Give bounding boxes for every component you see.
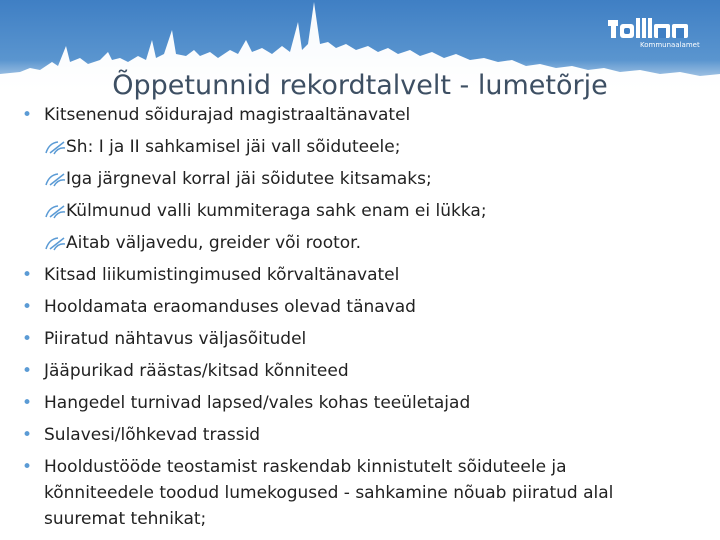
- logo-subtitle: Kommunaalamet: [640, 41, 700, 49]
- bullet-dot-icon: •: [22, 393, 33, 413]
- bullet-dot-icon: •: [22, 105, 33, 125]
- bullet-dot-icon: •: [22, 361, 33, 381]
- slide-title: Õppetunnid rekordtalvelt - lumetõrje: [112, 70, 608, 101]
- bullet-text: Hangedel turnivad lapsed/vales kohas teeületajad: [44, 393, 471, 413]
- sub-bullet-item: [0, 166, 720, 196]
- bullet-item: [0, 422, 720, 452]
- bullet-dot-icon: •: [22, 265, 33, 285]
- bullet-item: [0, 358, 720, 388]
- bullet-continuation: suuremat tehnikat;: [44, 509, 207, 529]
- bullet-text: Kitsad liikumistingimused kõrvaltänavatel: [44, 265, 400, 285]
- sub-bullet-item: [0, 230, 720, 260]
- bullet-item: [0, 326, 720, 356]
- bullet-text: Hooldamata eraomanduses olevad tänavad: [44, 297, 416, 317]
- bullet-item: [0, 390, 720, 420]
- sub-bullet-item: [0, 134, 720, 164]
- sub-bullet-text: Aitab väljavedu, greider või rootor.: [66, 233, 362, 253]
- bullet-text: Jääpurikad räästas/kitsad kõnniteed: [44, 361, 349, 381]
- arrow-bullet-icon: [44, 139, 66, 155]
- bullet-dot-icon: •: [22, 425, 33, 445]
- arrow-bullet-icon: [44, 171, 66, 187]
- sub-bullet-text: Külmunud valli kummiteraga sahk enam ei lükka;: [66, 201, 487, 221]
- sub-bullet-text: Iga järgneval korral jäi sõidutee kitsamaks;: [66, 169, 432, 189]
- bullet-item: [0, 262, 720, 292]
- bullet-text: Hooldustööde teostamist raskendab kinnistutelt sõiduteele ja: [44, 457, 567, 477]
- sub-bullet-item: [0, 198, 720, 228]
- bullet-dot-icon: •: [22, 297, 33, 317]
- sub-bullet-text: Sh: I ja II sahkamisel jäi vall sõiduteele;: [66, 137, 401, 157]
- arrow-bullet-icon: [44, 235, 66, 251]
- bullet-item: [0, 102, 720, 132]
- arrow-bullet-icon: [44, 203, 66, 219]
- bullet-dot-icon: •: [22, 329, 33, 349]
- bullet-continuation: kõnniteedele toodud lumekogused - sahkamine nõuab piiratud alal: [44, 483, 614, 503]
- bullet-text: Piiratud nähtavus väljasõitudel: [44, 329, 307, 349]
- bullet-text: Sulavesi/lõhkevad trassid: [44, 425, 261, 445]
- bullet-dot-icon: •: [22, 457, 33, 477]
- bullet-item: [0, 294, 720, 324]
- bullet-text: Kitsenenud sõidurajad magistraaltänavatel: [44, 105, 411, 125]
